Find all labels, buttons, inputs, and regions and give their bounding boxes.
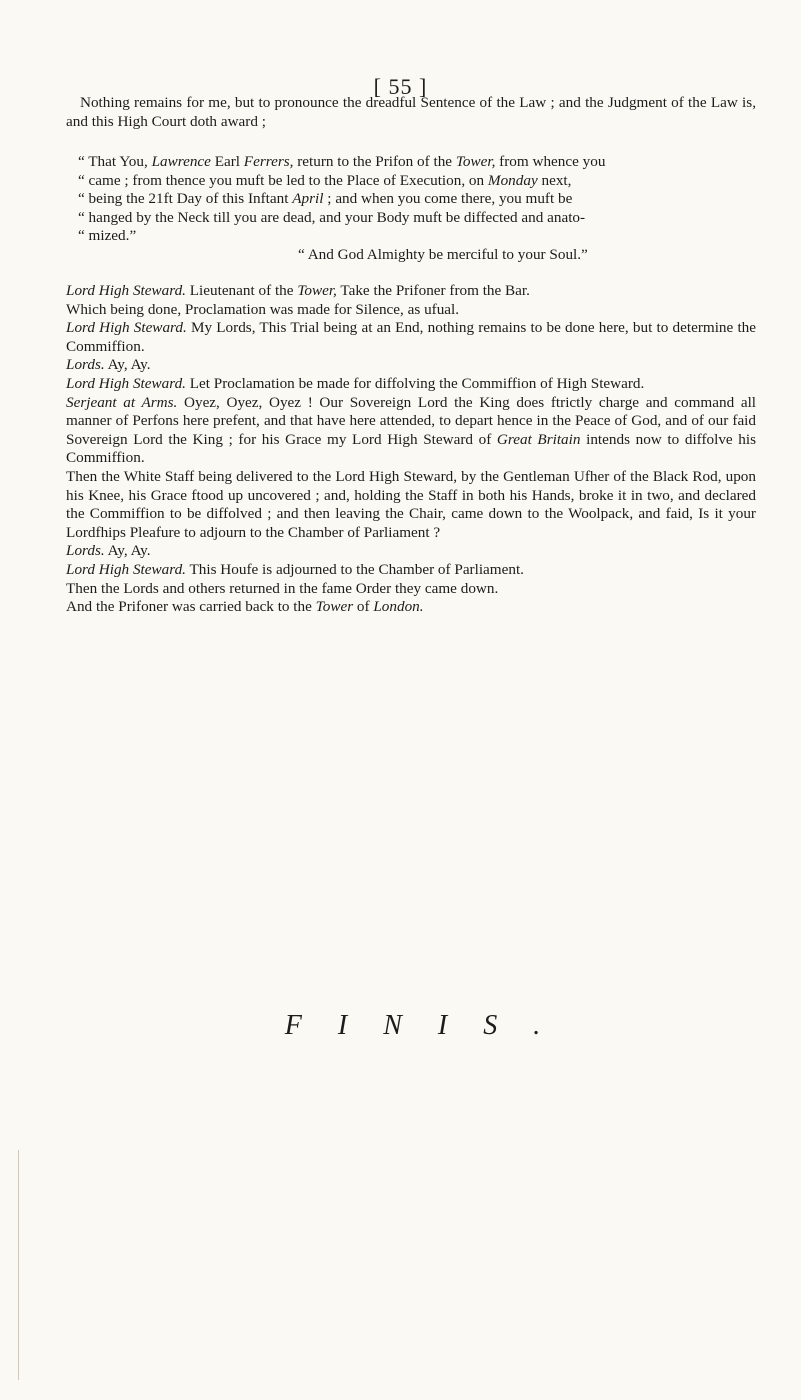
- paragraph: Then the Lords and others returned in the fame Order they came down.: [66, 579, 499, 597]
- paragraph: Lord High Steward. Let Proclamation be made for diffolving the Commiffion of High Steward.: [66, 374, 645, 392]
- paragraph: Serjeant at Arms. Oyez, Oyez, Oyez ! Our Sovereign Lord the King does ftrictly charge and command all manner of Perfons here prefent, and that have here attended, to depart hence in the Peace of God, and of our faid Sovereign Lord the King ; for his Grace my Lord High Steward of Great Britain intends now to diffolve his Commiffion.: [66, 393, 757, 467]
- finis-heading: FINIS.: [284, 1010, 577, 1041]
- paragraph: Lord High Steward. Lieutenant of the Tower, Take the Prifoner from the Bar.: [66, 282, 530, 299]
- paragraph: Which being done, Proclamation was made for Silence, as ufual.: [66, 300, 460, 318]
- sentence-line-6: “ And God Almighty be merciful to your Soul.”: [298, 245, 588, 263]
- page-number: [ 55 ]: [373, 74, 428, 99]
- sentence-line-2: “ came ; from thence you muft be led to the Place of Execution, on Monday next,: [78, 171, 572, 189]
- paragraph: Lords. Ay, Ay.: [66, 542, 151, 560]
- paragraph: Lords. Ay, Ay.: [66, 356, 151, 374]
- sentence-quote: [78, 153, 754, 265]
- opening-paragraph: Nothing remains for me, but to pronounce the dreadful Sentence of the Law ; and the Judgment of the Law is, and this High Court doth award ;: [66, 94, 756, 130]
- page-edge-divider: [18, 1150, 19, 1380]
- paragraph: Lord High Steward. My Lords, This Trial being at an End, nothing remains to be done here, but to determine the Commiffion.: [66, 319, 757, 355]
- paragraph: Lord High Steward. This Houfe is adjourned to the Chamber of Parliament.: [66, 560, 524, 578]
- proceedings: [66, 282, 756, 617]
- sentence-line-4: “ hanged by the Neck till you are dead, and your Body muft be diffected and anato-: [78, 208, 586, 226]
- paragraph: Then the White Staff being delivered to the Lord High Steward, by the Gentleman Ufher of the Black Rod, upon his Knee, his Grace ftood up uncovered ; and, holding the Staff in both his Hands, broke it in two, and declared the Commiffion to be diffolved ; and then leaving the Chair, came down to the Woolpack, and faid, Is it your Lordfhips Pleafure to adjourn to the Chamber of Parliament ?: [66, 467, 756, 541]
- sentence-line-1: “ That You, Lawrence Earl Ferrers, return to the Prifon of the Tower, from whence you: [78, 153, 606, 170]
- paragraph: And the Prifoner was carried back to the Tower of London.: [66, 598, 424, 616]
- sentence-line-3: “ being the 21ft Day of this Inftant April ; and when you come there, you muft be: [78, 190, 573, 208]
- sentence-line-5: “ mized.”: [78, 227, 137, 245]
